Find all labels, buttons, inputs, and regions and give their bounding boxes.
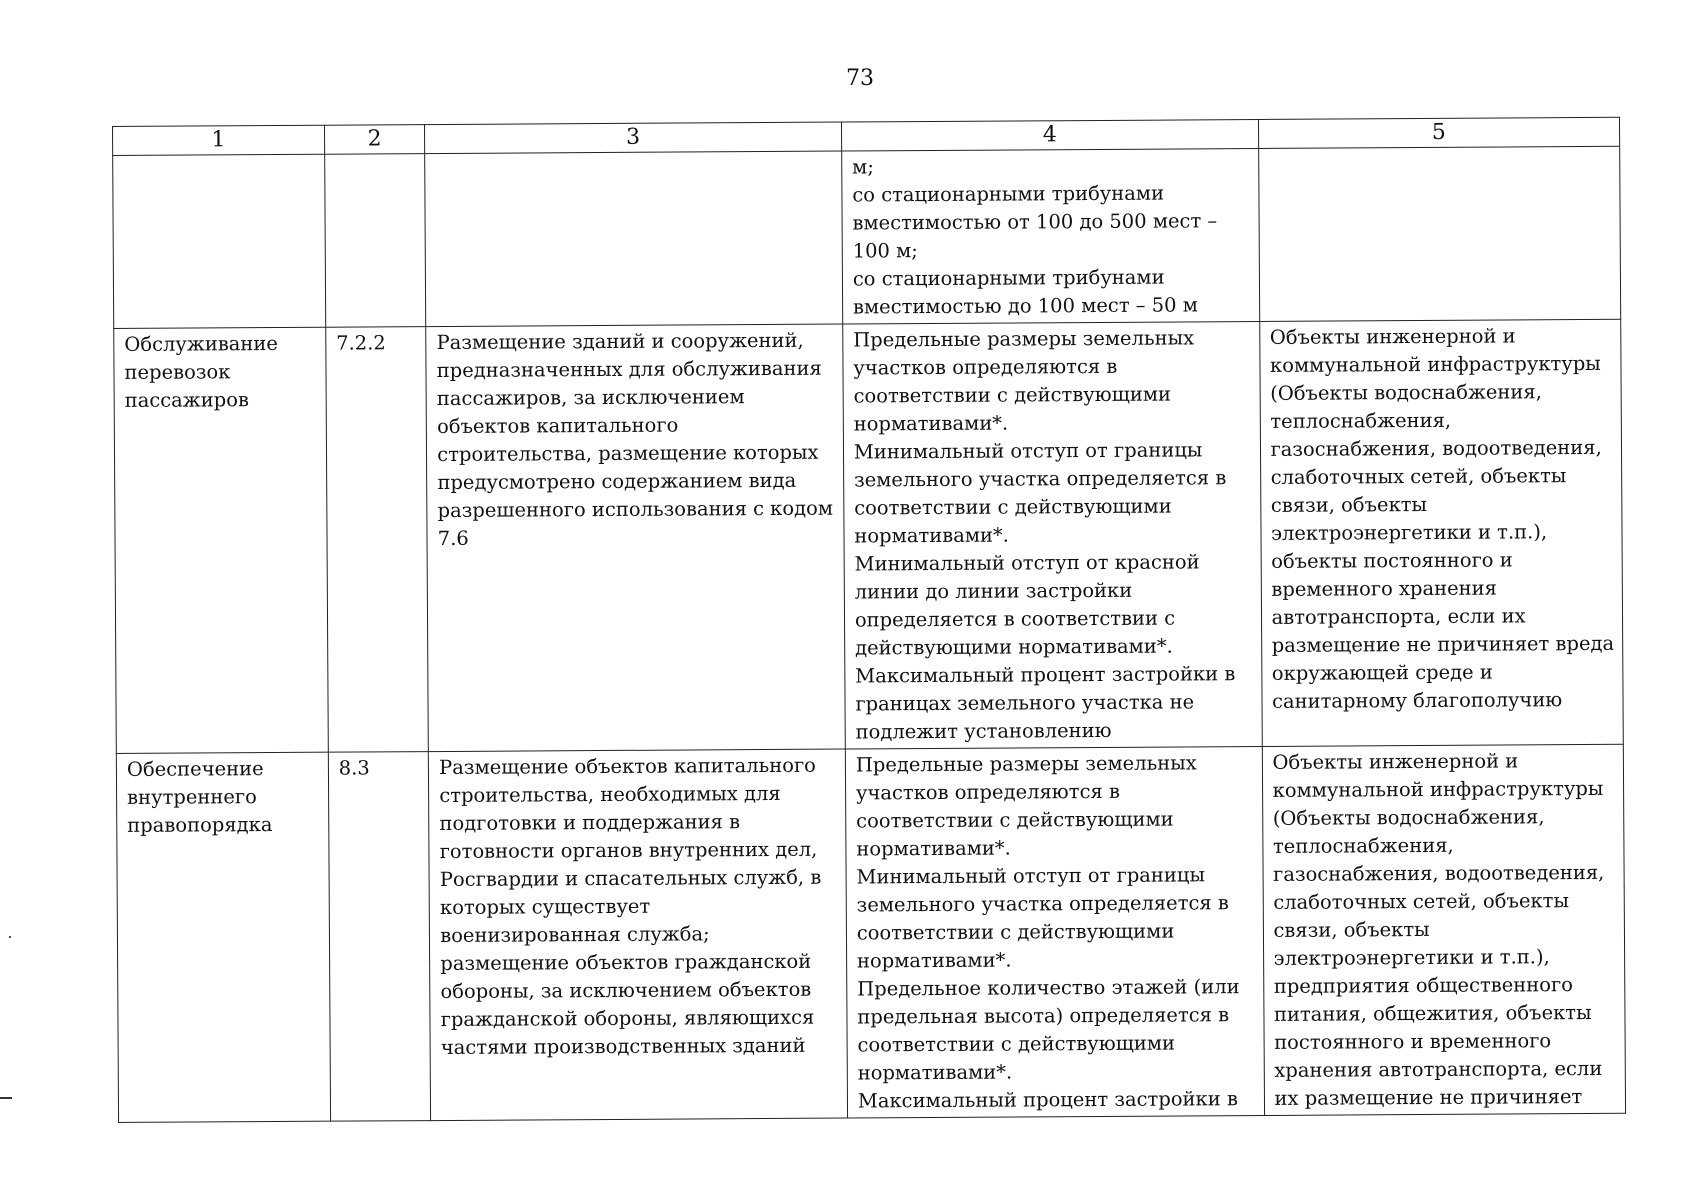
cell-text-line: разрешенного использования с кодом [437, 496, 834, 523]
cell-text-line: строительства, размещение которых [437, 440, 819, 467]
table-row [113, 146, 1621, 328]
cell-text-line: санитарному благополучию [1271, 688, 1563, 713]
scan-artifact [9, 936, 11, 938]
cell-text-line: нормативами*. [853, 411, 1009, 436]
cell-text-line: их размещение не причиняет [1274, 1085, 1583, 1110]
cell-text-line: готовности органов внутренних дел, [439, 837, 818, 864]
cell-text-line: хранения автотранспорта, если [1274, 1056, 1603, 1082]
cell-text-line: нормативами*. [857, 1060, 1013, 1085]
cell-text-line: предприятия общественного [1273, 973, 1574, 998]
cell-text-line: нормативами*. [856, 948, 1012, 973]
cell-text-line: вместимостью от 100 до 500 мест – [852, 209, 1218, 235]
cell-text-line: соответствии с действующими [854, 494, 1172, 520]
cell-text-line: 7.2.2 [336, 331, 386, 355]
cell-text-line: военизированная служба; [440, 922, 710, 948]
cell-text-line: 8.3 [338, 756, 370, 780]
scan-artifact [0, 1097, 12, 1099]
table-row [114, 319, 1624, 753]
auxiliary-objects-cell [1262, 744, 1626, 1115]
cell-text-line: 100 м; [852, 239, 918, 263]
cell-text-line: участков определяются в [855, 779, 1120, 805]
cell-text-line: 7.6 [437, 526, 469, 551]
column-header: 5 [1258, 117, 1620, 148]
code-cell [326, 327, 429, 753]
cell-text-line: участков определяются в [853, 354, 1118, 380]
cell-text-line: пассажиров, за исключением [436, 385, 745, 411]
cell-text-line: слаботочных сетей, объекты [1273, 889, 1570, 914]
cell-text-line: Минимальный отступ от границы [853, 438, 1203, 464]
page-number: 73 [846, 66, 874, 91]
cell-text-line: связи, объекты [1273, 917, 1430, 942]
column-header: 3 [425, 122, 842, 154]
cell-text-line: предусмотрено содержанием вида [437, 468, 797, 495]
cell-text-line: постоянного и временного [1274, 1029, 1552, 1054]
cell-text-line: частями производственных зданий [440, 1033, 806, 1060]
table-row [116, 744, 1625, 1122]
cell-text-line: теплоснабжения, [1272, 833, 1454, 858]
description-cell [429, 749, 848, 1121]
cell-text-line: пассажиров [124, 388, 249, 412]
cell-text-line: перевозок [124, 360, 231, 384]
cell-text-line: вместимостью до 100 мест – 50 м [852, 293, 1198, 319]
cell-text-line: Объекты инженерной и [1269, 324, 1516, 349]
code-cell [328, 752, 431, 1122]
cell-text-line: Размещение объектов капитального [439, 753, 816, 780]
cell-text-line: временного хранения [1271, 576, 1497, 601]
cell-text-line: предназначенных для обслуживания [436, 356, 822, 383]
cell-text-line: питания, общежития, объекты [1273, 1000, 1592, 1026]
cell-text-line: электроэнергетики и т.п.), [1273, 945, 1550, 970]
cell-text-line: Минимальный отступ от красной [854, 550, 1200, 576]
cell-text-line: коммунальной инфраструктуры [1272, 776, 1604, 802]
cell-text-line: связи, объекты [1270, 492, 1428, 517]
cell-text-line: предельная высота) определяется в [857, 1003, 1230, 1029]
cell-text-line: Предельные размеры земельных [855, 751, 1197, 777]
cell-text-line: (Объекты водоснабжения, [1270, 380, 1542, 405]
cell-text-line: коммунальной инфраструктуры [1269, 351, 1601, 377]
cell-text-line: (Объекты водоснабжения, [1272, 805, 1545, 830]
cell-text-line: гражданской обороны, являющихся [440, 1005, 815, 1032]
cell-text-line: земельного участка определяется в [856, 891, 1229, 917]
land-use-table [112, 117, 1626, 1123]
cell-text-line: газоснабжения, водоотведения, [1273, 860, 1605, 886]
cell-text-line: слаботочных сетей, объекты [1270, 464, 1567, 489]
cell-text-line: Обеспечение [126, 757, 264, 781]
cell-text-line: объектов капитального [436, 413, 679, 439]
parameters-cell [842, 148, 1260, 324]
cell-text-line: соответствии с действующими [856, 807, 1174, 833]
cell-text-line: со стационарными трибунами [852, 265, 1165, 291]
cell-text-line: Обслуживание [124, 331, 278, 356]
use-name-cell [113, 154, 326, 328]
cell-text-line: Размещение зданий и сооружений, [436, 328, 804, 355]
description-cell [425, 151, 843, 327]
description-cell [426, 324, 845, 752]
cell-text-line: которых существует [439, 894, 651, 920]
cell-text-line: размещение объектов гражданской [440, 949, 812, 976]
cell-text-line: подготовки и поддержания в [439, 810, 741, 836]
cell-text-line: земельного участка определяется в [853, 466, 1227, 492]
cell-text-line: м; [852, 155, 874, 179]
cell-text-line: объекты постоянного и [1271, 548, 1513, 573]
cell-text-line: действующими нормативами*. [855, 634, 1173, 660]
column-header: 2 [324, 125, 425, 155]
cell-text-line: подлежит установлению [855, 718, 1112, 744]
cell-text-line: Максимальный процент застройки в [855, 662, 1236, 688]
cell-text-line: окружающей среде и [1271, 660, 1493, 685]
use-name-cell [116, 752, 330, 1122]
cell-text-line: автотранспорта, если их [1271, 604, 1526, 629]
cell-text-line: правопорядка [127, 813, 273, 837]
code-cell [325, 154, 426, 328]
cell-text-line: электроэнергетики и т.п.), [1270, 520, 1548, 545]
parameters-cell [843, 321, 1262, 749]
cell-text-line: Минимальный отступ от границы [856, 863, 1206, 889]
cell-text-line: со стационарными трибунами [852, 181, 1165, 207]
cell-text-line: Росгвардии и спасательных служб, в [439, 865, 822, 892]
use-name-cell [114, 327, 328, 753]
cell-text-line: Предельное количество этажей (или [857, 975, 1240, 1001]
cell-text-line: определяется в соответствии с [854, 606, 1176, 632]
cell-text-line: обороны, за исключением объектов [440, 977, 812, 1004]
cell-text-line: границах земельного участка не [855, 690, 1195, 716]
cell-text-line: соответствии с действующими [853, 382, 1172, 408]
auxiliary-objects-cell [1258, 146, 1621, 321]
cell-text-line: Предельные размеры земельных [853, 326, 1195, 352]
cell-text-line: соответствии с действующими [856, 919, 1175, 945]
parameters-cell [845, 746, 1264, 1118]
cell-text-line: Объекты инженерной и [1272, 749, 1519, 774]
cell-text-line: нормативами*. [856, 836, 1011, 861]
cell-text-line: газоснабжения, водоотведения, [1270, 435, 1602, 461]
cell-text-line: размещение не причиняет вреда [1271, 631, 1615, 657]
cell-text-line: нормативами*. [854, 523, 1009, 548]
column-header: 1 [113, 125, 325, 155]
auxiliary-objects-cell [1259, 319, 1623, 746]
column-header: 4 [841, 119, 1258, 151]
cell-text-line: строительства, необходимых для [439, 781, 781, 808]
cell-text-line: теплоснабжения, [1270, 408, 1452, 433]
cell-text-line: соответствии с действующими [857, 1031, 1176, 1057]
cell-text-line: внутреннего [127, 785, 257, 809]
cell-text-line: линии до линии застройки [854, 578, 1133, 604]
cell-text-line: Максимальный процент застройки в [857, 1087, 1238, 1113]
